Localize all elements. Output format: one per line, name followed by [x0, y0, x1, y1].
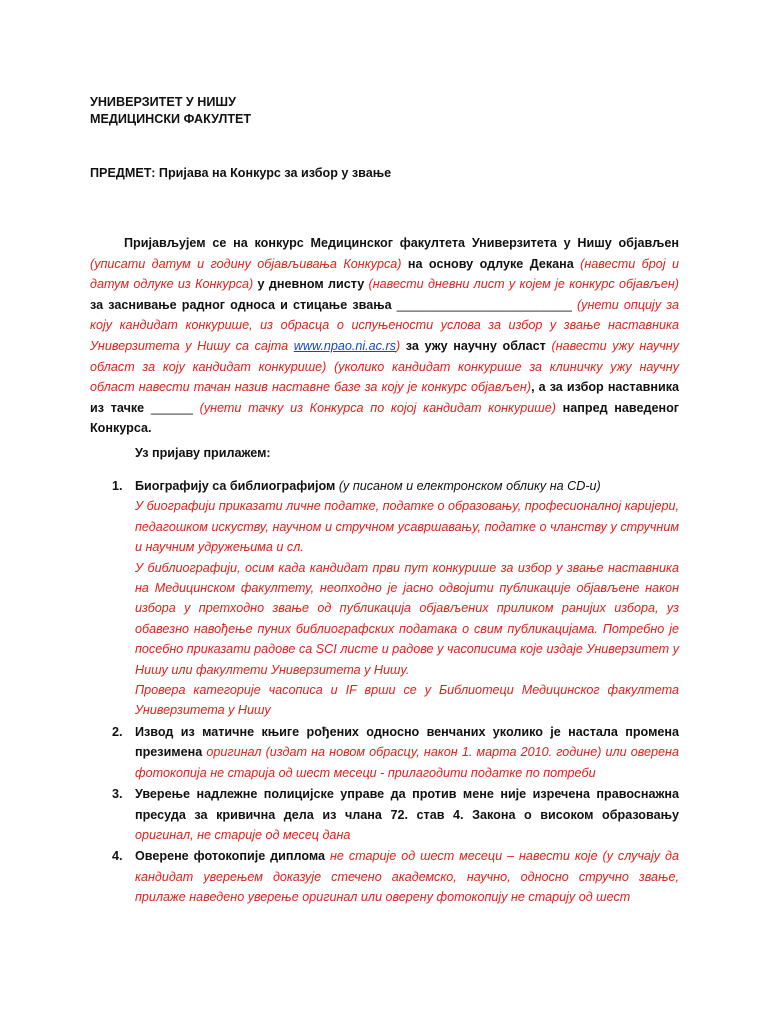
application-paragraph: [90, 233, 679, 439]
faculty-name: МЕДИЦИНСКИ ФАКУЛТЕТ: [90, 112, 252, 126]
list-item-number: 3.: [112, 787, 123, 802]
para-note-option: (унети опцију за коју кандидат конкурише, из обрасца о испуњености услова за избор у звање наставника Универзитета у Нишу са сајта: [90, 297, 679, 353]
para-text-5: за ужу научну област: [400, 338, 552, 353]
list-item: [90, 722, 679, 783]
list-item: [90, 784, 679, 845]
list-item-note: оригинал (издат на новом обрасцу, након 1. марта 2010. године) или оверена фотокопија не старија од шест месеци - прилагодити податке по потреби: [135, 745, 679, 780]
university-name: УНИВЕРЗИТЕТ У НИШУ: [90, 95, 236, 109]
list-item: [90, 846, 679, 907]
attachments-intro: Уз пријаву прилажем:: [135, 446, 271, 460]
para-text-7: напред наведеног Конкурса.: [90, 400, 680, 436]
list-item-title: Биографију са библиографијом: [135, 479, 336, 493]
blank-point-field[interactable]: ______: [150, 400, 193, 415]
blank-title-field[interactable]: _________________________: [396, 297, 572, 312]
list-item-text: Уверење надлежне полицијске управе да против мене није изречена правоснажна пресуда за кривична дела из члана 72. став 4. Закона о високом образовању: [135, 787, 679, 822]
list-item-number: 2.: [112, 724, 123, 739]
para-note-point: (унети тачку из Конкурса по којој кандидат конкурише): [192, 400, 556, 415]
para-note-newspaper: (навести дневни лист у којем је конкурс објављен): [368, 277, 679, 292]
list-item-note: оригинал, не старије од месец дана: [135, 827, 351, 842]
para-text-2: на основу одлуке Декана: [401, 256, 581, 271]
subject-line: ПРЕДМЕТ: Пријава на Конкурс за избор у звање: [90, 166, 392, 180]
list-item: [90, 476, 679, 721]
journal-check-note: Провера категорије часописа и IF врши се у Библиотеци Медицинског факултета Универзитета у Нишу: [135, 683, 679, 718]
bibliography-note: У библиографији, осим када кандидат први пут конкурише за избор у звање наставника на Медицинском факултету, неопходно је јасно одвојити публикације објављене након избора у претходно звање од публикација објављених приликом ранијих избора, уз обавезно навођење пуних библиографских података о свим публикацијама. Потребно је посебно приказати радове са SCI листе и радове у часописима које издаје Универзитет у Нишу или факултети Универзитета у Нишу.: [135, 560, 679, 677]
biography-note: У биографији приказати личне податке, податке о образовању, професионалној каријери, педагошком искуству, научном и стручном усавршавању, податке о чланству у стручним и научним удружењима и сл.: [135, 499, 679, 555]
list-item-note: не старије од шест месеци – навести које (у случају да кандидат уверењем доказује стечено академско, научно, односно стручно звање, прилаже наведено уверење оригинал или оверену фотокопију не старију од шест: [135, 849, 679, 905]
attachments-list: [90, 476, 679, 909]
para-text-4: за заснивање радног односа и стицање звања: [90, 297, 397, 312]
list-item-text: Оверене фотокопије диплома: [135, 849, 330, 864]
npao-link[interactable]: www.npao.ni.ac.rs: [293, 338, 396, 353]
list-item-number: 4.: [112, 849, 123, 864]
para-note-date: (уписати датум и годину објављивања Конкурса): [90, 256, 402, 271]
para-text-1: Пријављујем се на конкурс Медицинског факултета Универзитета у Нишу објављен: [124, 236, 679, 250]
para-note-close: ): [395, 338, 401, 353]
para-note-field: (навести ужу научну област за коју кандидат конкурише) (уколико кандидат конкурише за клиничку ужу научну област навести тачан назив наставне базе за коју је конкурс објављен): [90, 338, 679, 395]
list-item-title-note: (у писаном и електронском облику на CD-u): [335, 479, 601, 493]
para-text-3: у дневном листу: [253, 277, 369, 292]
list-item-number: 1.: [112, 479, 123, 493]
list-item-text: Извод из матичне књиге рођених односно венчаних уколико је настала промена презимена: [135, 724, 679, 760]
document-header: [90, 94, 251, 128]
para-note-decision: (навести број и датум одлуке из Конкурса): [90, 256, 679, 292]
para-text-6: , а за избор наставника из тачке: [90, 380, 679, 415]
